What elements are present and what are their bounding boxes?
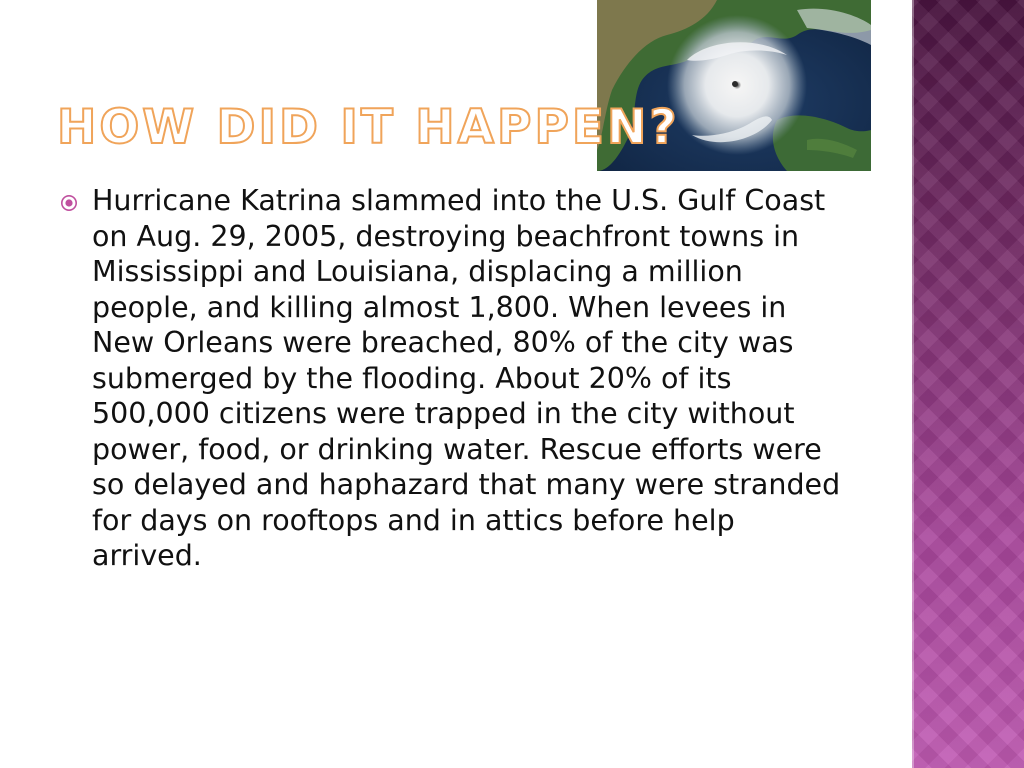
slide-title: HOW DID IT HAPPEN? (57, 100, 680, 155)
bullet-list (60, 183, 860, 574)
bullet-text: Hurricane Katrina slammed into the U.S. Gulf Coast on Aug. 29, 2005, destroying beachfront towns in Mississippi and Louisiana, displacing a million people, and killing almost 1,800. When levees in New Orleans were breached, 80% of the city was submerged by the flooding. About 20% of its 500,000 citizens were trapped in the city without power, food, or drinking water. Rescue efforts were so delayed and haphazard that many were stranded for days on rooftops and in attics before help arrived. (92, 184, 841, 572)
circled-dot-bullet-icon (60, 194, 78, 212)
decorative-side-band (912, 0, 1024, 768)
list-item (60, 183, 860, 574)
